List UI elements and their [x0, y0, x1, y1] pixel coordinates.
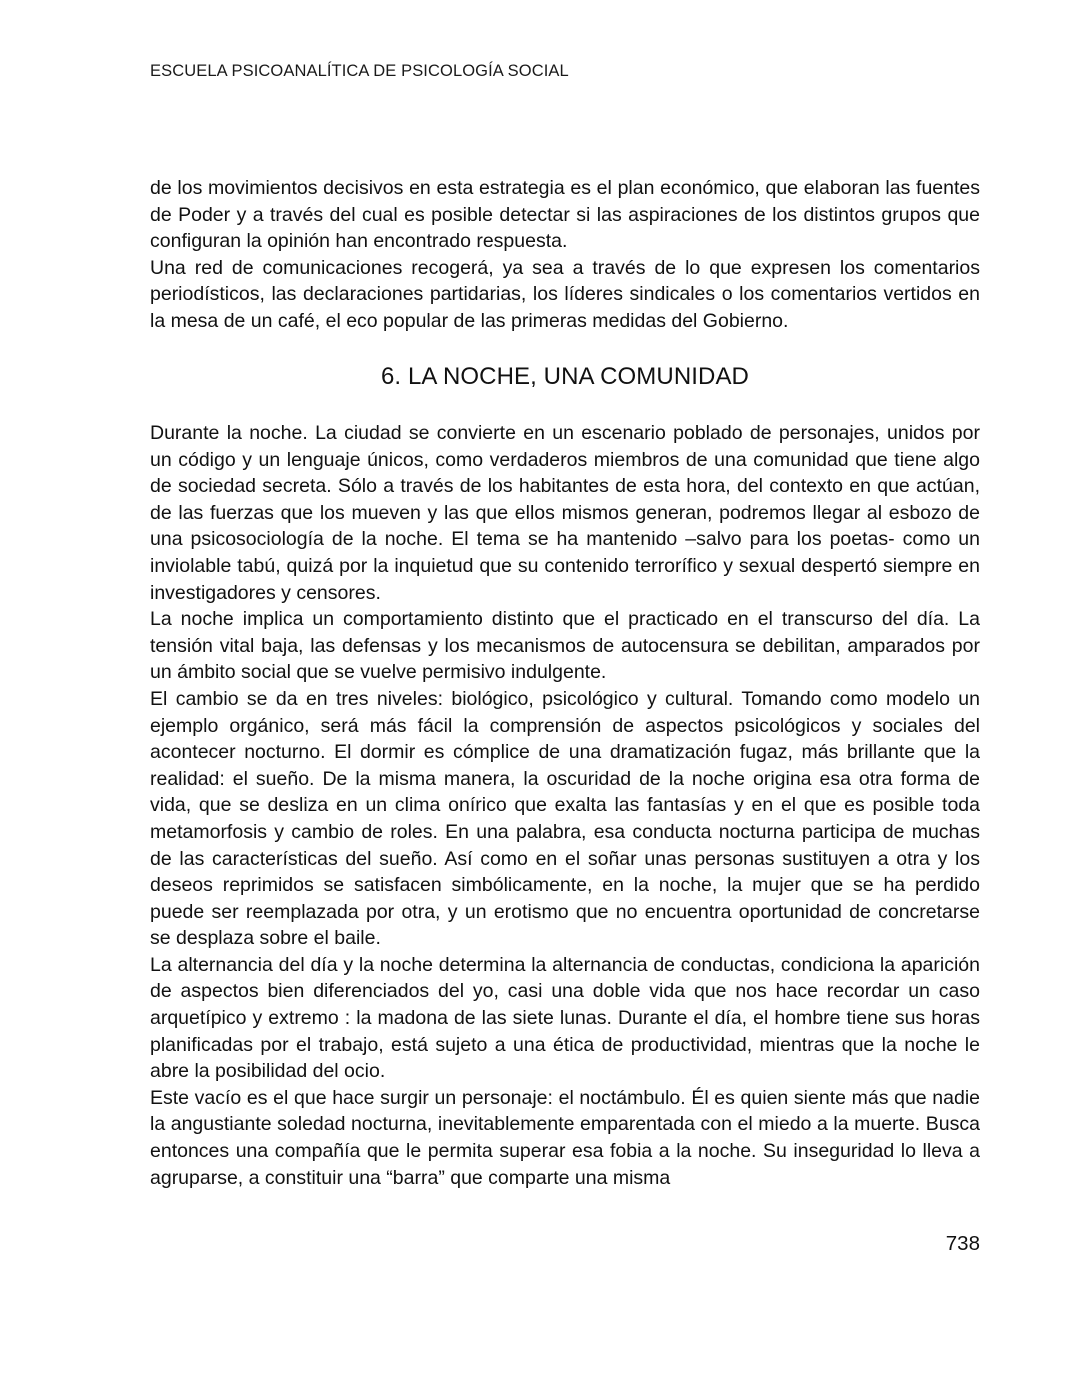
section-heading: 6. LA NOCHE, UNA COMUNIDAD: [380, 363, 749, 390]
paragraph: Durante la noche. La ciudad se convierte en un escenario poblado de personajes, unidos por un código y un lenguaje únicos, como verdaderos miembros de una comunidad que tiene algo de sociedad secreta. Sólo a través de los habitantes de esta hora, del contexto en que actúan, de las fuerzas que los mueven y las que ellos mismos generan, podremos llegar al esbozo de una psicosociología de la noche. El tema se ha mantenido –salvo para los poetas- como un inviolable tabú, quizá por la inquietud que su contenido terrorífico y sexual despertó siempre en investigadores y censores.: [150, 422, 980, 604]
text-block-after-heading: [150, 420, 980, 1191]
page-number: 738: [945, 1232, 980, 1255]
running-header: ESCUELA PSICOANALÍTICA DE PSICOLOGÍA SOCIAL: [150, 62, 569, 80]
text-block-before-heading: [150, 175, 980, 335]
paragraph: La alternancia del día y la noche determina la alternancia de conductas, condiciona la aparición de aspectos bien diferenciados del yo, casi una doble vida que nos hace recordar un caso arquetípico y extremo : la madona de las siete lunas. Durante el día, el hombre tiene sus horas planificadas por el trabajo, está sujeto a una ética de productividad, mientras que la noche le abre la posibilidad del ocio.: [150, 953, 980, 1083]
paragraph: Una red de comunicaciones recogerá, ya sea a través de lo que expresen los comentarios periodísticos, las declaraciones partidarias, los líderes sindicales o los comentarios vertidos en la mesa de un café, el eco popular de las primeras medidas del Gobierno.: [150, 256, 980, 332]
paragraph: El cambio se da en tres niveles: biológico, psicológico y cultural. Tomando como modelo un ejemplo orgánico, será más fácil la comprensión de aspectos psicológicos y sociales del acontecer nocturno. El dormir es cómplice de una dramatización fugaz, más brillante que la realidad: el sueño. De la misma manera, la oscuridad de la noche origina esa otra forma de vida, que se desliza en un clima onírico que exalta las fantasías y en el que es posible toda metamorfosis y cambio de roles. En una palabra, esa conducta nocturna participa de muchas de las características del sueño. Así como en el soñar unas personas sustituyen a otra y los deseos reprimidos se satisfacen simbólicamente, en la noche, la mujer que se ha perdido puede ser reemplazada por otra, y un erotismo que no encuentra oportunidad de concretarse se desplaza sobre el baile.: [150, 687, 980, 950]
paragraph: La noche implica un comportamiento distinto que el practicado en el transcurso del día. La tensión vital baja, las defensas y los mecanismos de autocensura se debilitan, amparados por un ámbito social que se vuelve permisivo indulgente.: [150, 608, 980, 684]
paragraph: de los movimientos decisivos en esta estrategia es el plan económico, que elaboran las fuentes de Poder y a través del cual es posible detectar si las aspiraciones de los distintos grupos que configuran la opinión han encontrado respuesta.: [150, 177, 980, 253]
paragraph: Este vacío es el que hace surgir un personaje: el noctámbulo. Él es quien siente más que nadie la angustiante soledad nocturna, inevitablemente emparentada con el miedo a la muerte. Busca entonces una compañía que le permita superar esa fobia a la noche. Su inseguridad lo lleva a agruparse, a constituir una “barra” que comparte una misma: [150, 1086, 980, 1189]
